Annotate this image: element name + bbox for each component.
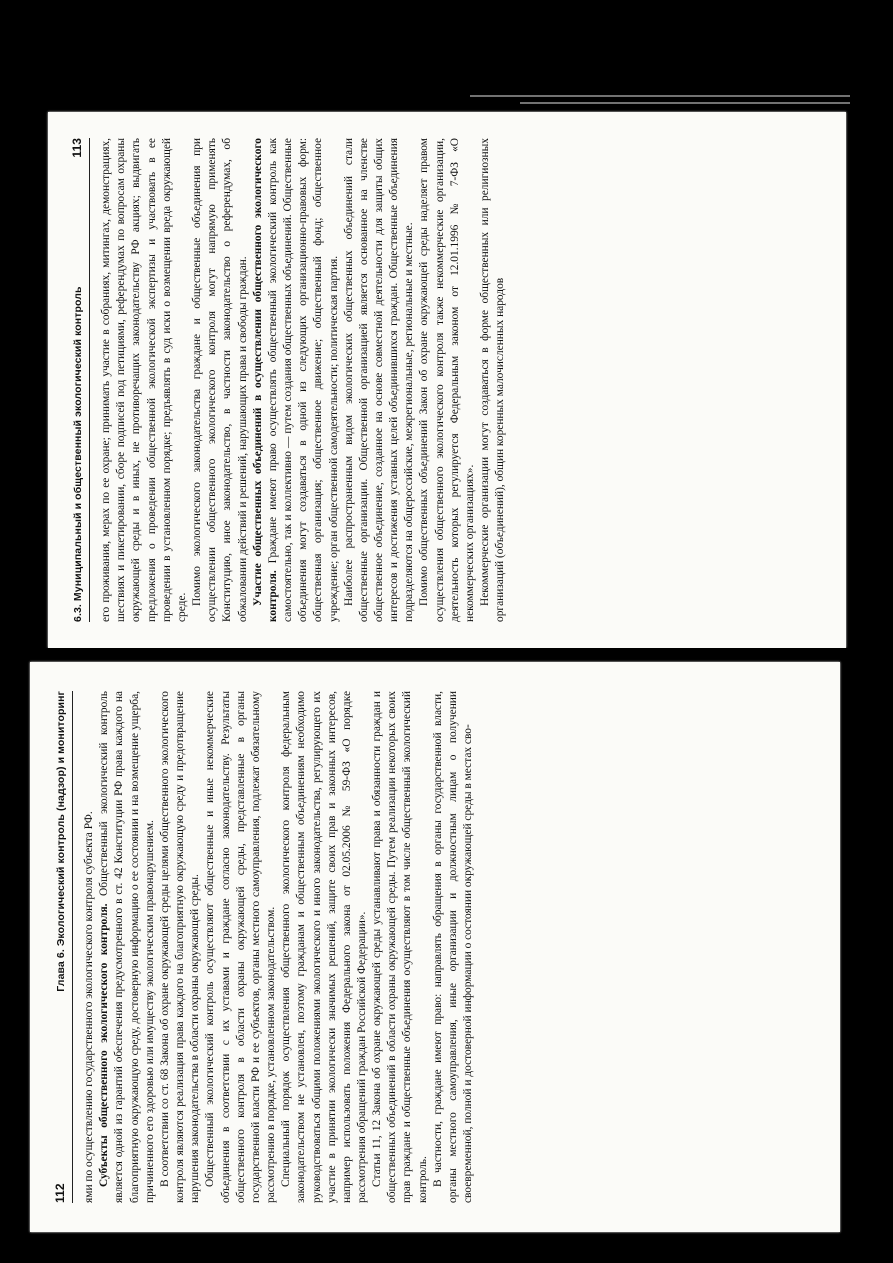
page-113 bbox=[48, 112, 846, 648]
paragraph: ями по осуществлению государственного экологического контроля субъекта РФ. bbox=[83, 811, 96, 1203]
paragraph: Специальный порядок осуществления общественного экологического контроля федеральным законодательством не установлен, поэтому гражданам и общественным объединениям необходимо руководствоваться общими положениями экологического и иного законодательства, регулирующего их участие в принятии экологически значимых решений, защите своих прав и законных интересов, например использовать положения Федерального закона от 02.05.2006 № 59-ФЗ «О порядке рассмотрения обращений граждан Российской Федерации». bbox=[280, 691, 368, 1203]
paragraph: Помимо общественных объединений Закон об охране окружающей среды наделяет правом осуществления общественного экологического контроля также некоммерческие организации, деятельность которых регулируется Федеральным законом от 12.01.1996 № 7-ФЗ «О некоммерческих организациях». bbox=[418, 138, 476, 622]
section-heading: Участие общественных объединений в осуществлении общественного экологического контроля. bbox=[251, 138, 279, 622]
paragraph: Статьи 11, 12 Закона об охране окружающей среды устанавливают права и обязанности граждан и общественных объединений в области охраны окружающей среды. Путем реализации некоторых своих прав граждане и общественные объединения осуществляют в том числе общественный экологический контроль. bbox=[371, 691, 429, 1203]
paragraph bbox=[251, 138, 342, 622]
book-gutter bbox=[0, 648, 893, 662]
page-edge-line bbox=[470, 95, 850, 97]
paragraph: Помимо экологического законодательства граждане и общественные объединения при осуществлении общественного экологического контроля могут напрямую применять Конституцию, иное законодательство, в частности законодательство о референдумах, об обжаловании действий и решений, нарушающих права и свободы граждан. bbox=[191, 138, 249, 622]
page-edge-line bbox=[520, 102, 850, 104]
paragraph: Некоммерческие организации могут создаваться в форме общественных или религиозных организаций (объединений), общин коренных малочисленных народов bbox=[479, 138, 507, 622]
running-head bbox=[70, 138, 90, 622]
chapter-section-title: 6.3. Муниципальный и общественный экологический контроль bbox=[72, 286, 84, 622]
paragraph bbox=[97, 691, 158, 1203]
page-number: 113 bbox=[70, 138, 84, 158]
page-113-content bbox=[62, 124, 832, 636]
page-number: 112 bbox=[53, 1183, 67, 1203]
paragraph-text: Граждане имеют право осуществлять общественный экологический контроль как самостоятельно, так и коллективно — путем создания общественных объединений. Общественные объединения могут создаваться в одной из следующих организационно-правовых форм: общественная организация; общественное движение; общественный фонд; общественное учреждение; орган общественной самодеятельности; политическая партия. bbox=[266, 138, 340, 622]
running-head bbox=[53, 691, 73, 1203]
chapter-title: Глава 6. Экологический контроль (надзор) и мониторинг bbox=[55, 691, 67, 992]
paragraph: Общественный экологический контроль осуществляют общественные и иные некоммерческие объединения в соответствии с их уставами и граждане согласно законодательству. Результаты общественного контроля в области охраны окружающей среды, представленные в органы государственной власти РФ и ее субъектов, органы местного самоуправления, подлежат обязательному рассмотрению в порядке, установленном законодательством. bbox=[204, 691, 278, 1203]
section-heading: Субъекты общественного экологического контроля. bbox=[98, 903, 111, 1187]
page-112-content bbox=[45, 677, 825, 1217]
paragraph-text: Общественный экологический контроль является одной из гарантий обеспечения предусмотренного в ст. 42 Конституции РФ права каждого на благоприятную окружающую среду, достоверную информацию о ее состоянии и на возмещение ущерба, причиненного его здоровью или имуществу экологическим правонарушением. bbox=[98, 691, 156, 1203]
paragraph: В соответствии со ст. 68 Закона об охране окружающей среды целями общественного экологического контроля являются реализация права каждого на благоприятную окружающую среду и предотвращение нарушения законодательства в области охраны окружающей среды. bbox=[158, 691, 202, 1203]
paragraph: его проживания, мерах по ее охране; принимать участие в собраниях, митингах, демонстрациях, шествиях и пикетировании, сборе подписей под петициями, референдумах по вопросам охраны окружающей среды и в иных, не противоречащих законодательству РФ акциях; выдвигать предложения о проведении общественной экологической экспертизы и участвовать в ее проведении в установленном порядке; предъявлять в суд иски о возмещении вреда окружающей среде. bbox=[100, 138, 188, 622]
page-112 bbox=[30, 662, 840, 1232]
paragraph: Наиболее распространенным видом экологических общественных объединений стали общественные организации. Общественной организацией является основанное на членстве общественное объединение, созданное на основе совместной деятельности для защиты общих интересов и достижения уставных целей объединившихся граждан. Общественные объединения подразделяются на общероссийские, межрегиональные, региональные и местные. bbox=[342, 138, 416, 622]
paragraph: В частности, граждане имеют право: направлять обращения в органы государственной власти, органы местного самоуправления, иные организации и должностным лицам о получении своевременной, полной и достоверной информации о состоянии окружающей среды в местах сво- bbox=[431, 691, 475, 1203]
